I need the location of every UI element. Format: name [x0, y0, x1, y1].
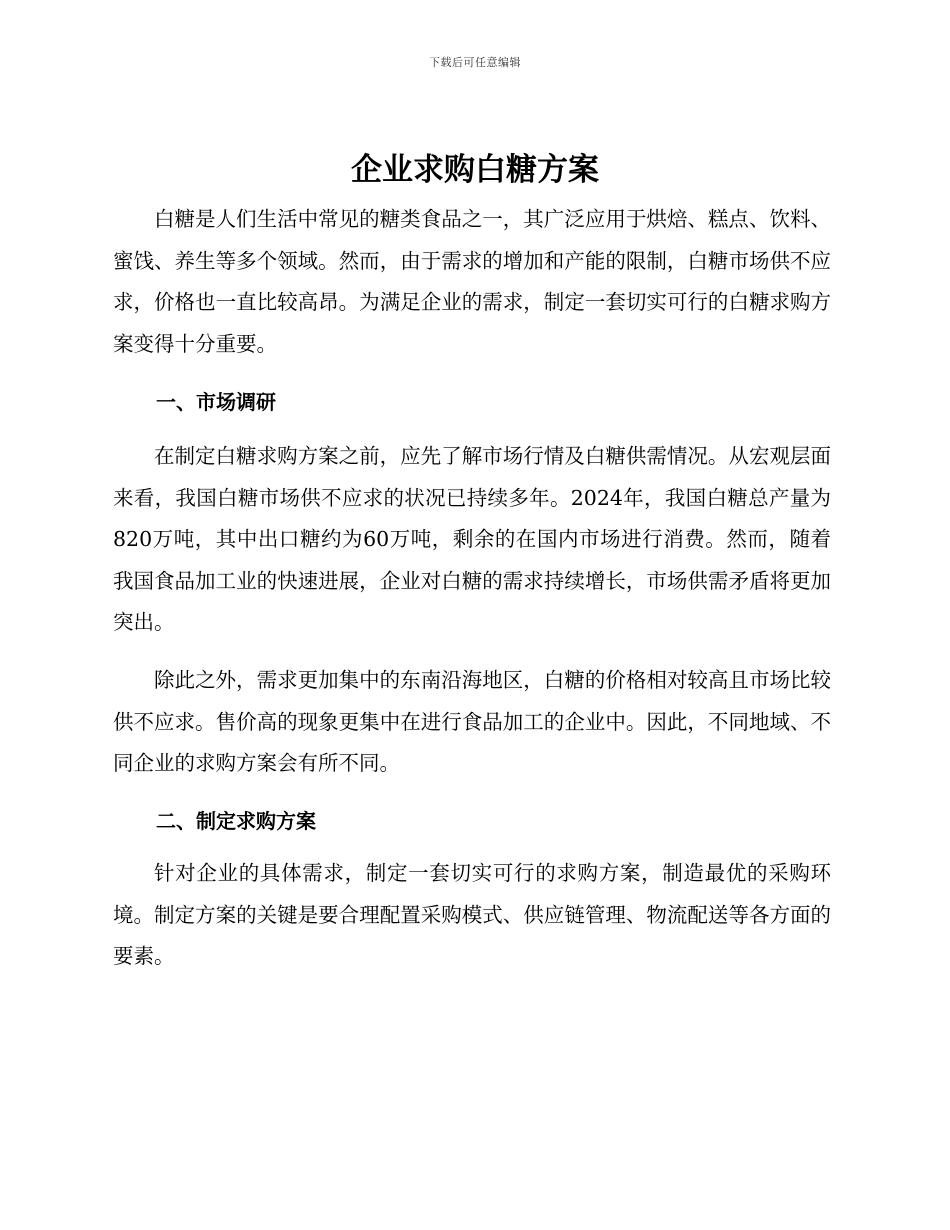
market-paragraph-1: 在制定白糖求购方案之前，应先了解市场行情及白糖供需情况。从宏观层面来看，我国白糖市场供不应求的状况已持续多年。2024年，我国白糖总产量为820万吨，其中出口糖约为60万吨，剩余的在国内市场进行消费。然而，随着我国食品加工业的快速进展，企业对白糖的需求持续增长，市场供需矛盾将更加突出。: [113, 444, 831, 634]
intro-paragraph: 白糖是人们生活中常见的糖类食品之一，其广泛应用于烘焙、糕点、饮料、蜜饯、养生等多个领域。然而，由于需求的增加和产能的限制，白糖市场供不应求，价格也一直比较高昂。为满足企业的需求，制定一套切实可行的白糖求购方案变得十分重要。: [113, 207, 831, 356]
section-heading-market-research: 一、市场调研: [156, 390, 276, 414]
document-title: 企业求购白糖方案: [351, 152, 599, 188]
header-note: 下载后可任意编辑: [429, 56, 521, 69]
section-heading-purchase-plan: 二、制定求购方案: [156, 809, 316, 833]
market-paragraph-2: 除此之外，需求更加集中的东南沿海地区，白糖的价格相对较高且市场比较供不应求。售价高的现象更集中在进行食品加工的企业中。因此，不同地域、不同企业的求购方案会有所不同。: [113, 668, 831, 775]
plan-paragraph-1: 针对企业的具体需求，制定一套切实可行的求购方案，制造最优的采购环境。制定方案的关键是要合理配置采购模式、供应链管理、物流配送等各方面的要素。: [113, 861, 831, 968]
